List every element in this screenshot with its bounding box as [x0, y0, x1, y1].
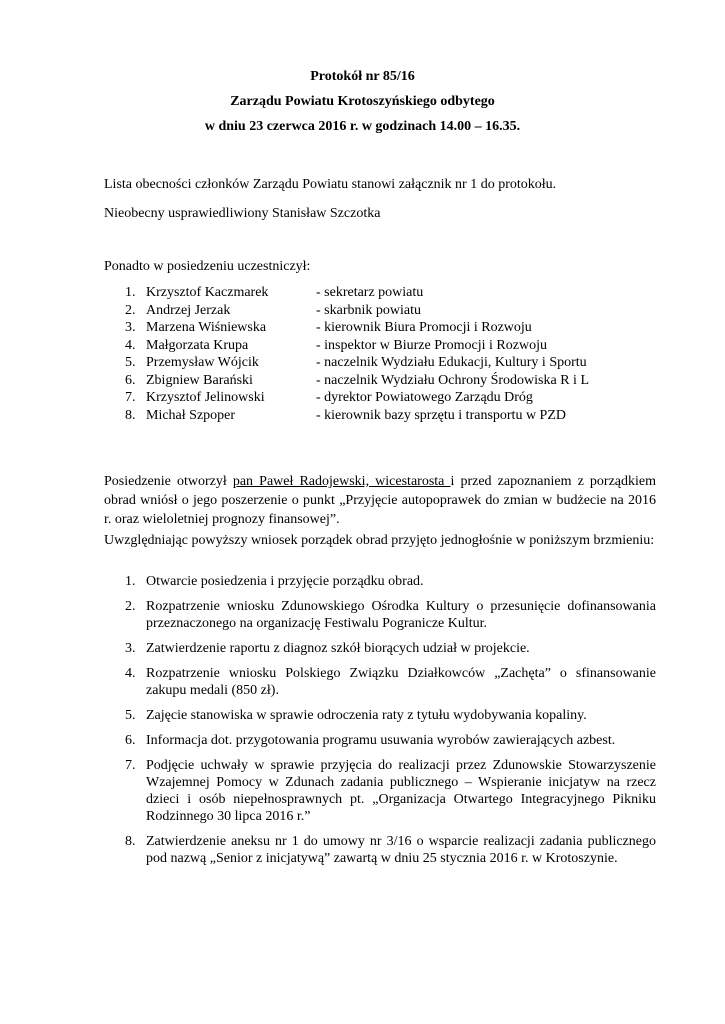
protocol-date: w dniu 23 czerwca 2016 r. w godzinach 14.00 – 16.35. [204, 119, 521, 134]
agenda-number: 1. [125, 574, 136, 589]
participant-row [125, 372, 665, 390]
participants-intro: Ponadto w posiedzeniu uczestniczył: [104, 259, 311, 274]
participant-row [125, 284, 665, 302]
absence-note: Nieobecny usprawiedliwiony Stanisław Szczotka [104, 206, 381, 221]
participant-role: - kierownik bazy sprzętu i transportu w PZD [316, 407, 566, 423]
participant-role: - kierownik Biura Promocji i Rozwoju [316, 320, 532, 335]
participant-name: Krzysztof Kaczmarek [146, 285, 269, 300]
participant-number: 7. [125, 390, 136, 405]
participant-row [125, 319, 665, 337]
opening-paragraph [104, 472, 656, 529]
agenda-text: Informacja dot. przygotowania programu usuwania wyrobów zawierających azbest. [146, 733, 616, 748]
agenda-text: Otwarcie posiedzenia i przyjęcie porządku obrad. [146, 574, 424, 589]
participant-role: - inspektor w Biurze Promocji i Rozwoju [316, 337, 547, 353]
opening-text-after: i przed zapoznaniem z porządkiem obrad wniósł o jego poszerzenie o punkt „Przyjęcie autopoprawek do zmian w budżecie na 2016 r. oraz wieloletniej prognozy finansowej”. [104, 474, 656, 527]
agenda-number: 7. [125, 758, 136, 773]
agenda-text: Podjęcie uchwały w sprawie przyjęcia do realizacji przez Zdunowskie Stowarzyszenie Wzajemnej Pomocy w Zdunach zadania publicznego – Wspieranie inicjatyw na rzecz dzieci i osób niepełnosprawnych pt. „Organizacja Otwartego Integracyjnego Pikniku Rodzinnego 30 lipca 2016 r.” [146, 758, 656, 824]
participant-name: Michał Szpoper [146, 407, 236, 423]
participant-role: - naczelnik Wydziału Edukacji, Kultury i Sportu [316, 355, 587, 370]
participant-number: 1. [125, 285, 136, 300]
participant-row [125, 337, 665, 355]
agenda-number: 3. [125, 641, 136, 656]
agenda-text: Rozpatrzenie wniosku Polskiego Związku Działkowców „Zachęta” o sfinansowanie zakupu medali (850 zł). [146, 666, 656, 698]
agenda-number: 2. [125, 599, 136, 614]
participant-name: Małgorzata Krupa [146, 337, 249, 353]
opening-text-before: Posiedzenie otworzył [104, 474, 233, 489]
attendance-note: Lista obecności członków Zarządu Powiatu stanowi załącznik nr 1 do protokołu. [104, 177, 557, 192]
agenda-number: 4. [125, 666, 136, 681]
participant-number: 5. [125, 355, 136, 370]
agenda-item [125, 707, 656, 724]
participant-name: Przemysław Wójcik [146, 355, 259, 370]
agenda-number: 6. [125, 733, 136, 748]
agenda-list [125, 573, 656, 875]
participant-row [125, 302, 665, 320]
agenda-text: Zatwierdzenie aneksu nr 1 do umowy nr 3/16 o wsparcie realizacji zadania publicznego pod nazwą „Senior z inicjatywą” zawartą w dniu 25 stycznia 2016 r. w Krotoszynie. [146, 834, 656, 866]
participant-role: - dyrektor Powiatowego Zarządu Dróg [316, 390, 533, 405]
participant-row [125, 407, 665, 425]
participant-name: Krzysztof Jelinowski [146, 390, 265, 405]
agenda-item [125, 665, 656, 699]
participant-number: 8. [125, 407, 136, 423]
protocol-subtitle: Zarządu Powiatu Krotoszyńskiego odbytego [230, 94, 495, 109]
agenda-item [125, 757, 656, 825]
participant-name: Andrzej Jerzak [146, 302, 231, 318]
agenda-number: 8. [125, 834, 136, 849]
agenda-number: 5. [125, 708, 136, 723]
participant-name: Zbigniew Barański [146, 372, 253, 388]
agenda-item [125, 573, 656, 590]
agenda-item [125, 732, 656, 749]
participant-role: - naczelnik Wydziału Ochrony Środowiska R i L [316, 372, 589, 388]
agenda-text: Rozpatrzenie wniosku Zdunowskiego Ośrodka Kultury o przesunięcie dofinansowania przeznaczonego na organizację Festiwalu Pogranicze Kultur. [146, 599, 656, 631]
agenda-text: Zatwierdzenie raportu z diagnoz szkół biorących udział w projekcie. [146, 641, 530, 656]
participant-name: Marzena Wiśniewska [146, 320, 267, 335]
agenda-item [125, 640, 656, 657]
agenda-item [125, 598, 656, 632]
participants-list [125, 284, 665, 424]
participant-number: 2. [125, 302, 136, 318]
participant-row [125, 389, 665, 407]
participant-row [125, 354, 665, 372]
chairperson-name: pan Paweł Radojewski, wicestarosta [232, 474, 451, 489]
participant-number: 4. [125, 337, 136, 353]
agenda-intro: Uwzględniając powyższy wniosek porządek obrad przyjęto jednogłośnie w poniższym brzmieniu: [104, 533, 655, 548]
participant-number: 6. [125, 372, 136, 388]
participant-role: - sekretarz powiatu [316, 285, 424, 300]
participant-role: - skarbnik powiatu [316, 302, 421, 318]
agenda-text: Zajęcie stanowiska w sprawie odroczenia raty z tytułu wydobywania kopaliny. [146, 708, 587, 723]
participant-number: 3. [125, 320, 136, 335]
protocol-title: Protokół nr 85/16 [310, 69, 415, 84]
agenda-item [125, 833, 656, 867]
